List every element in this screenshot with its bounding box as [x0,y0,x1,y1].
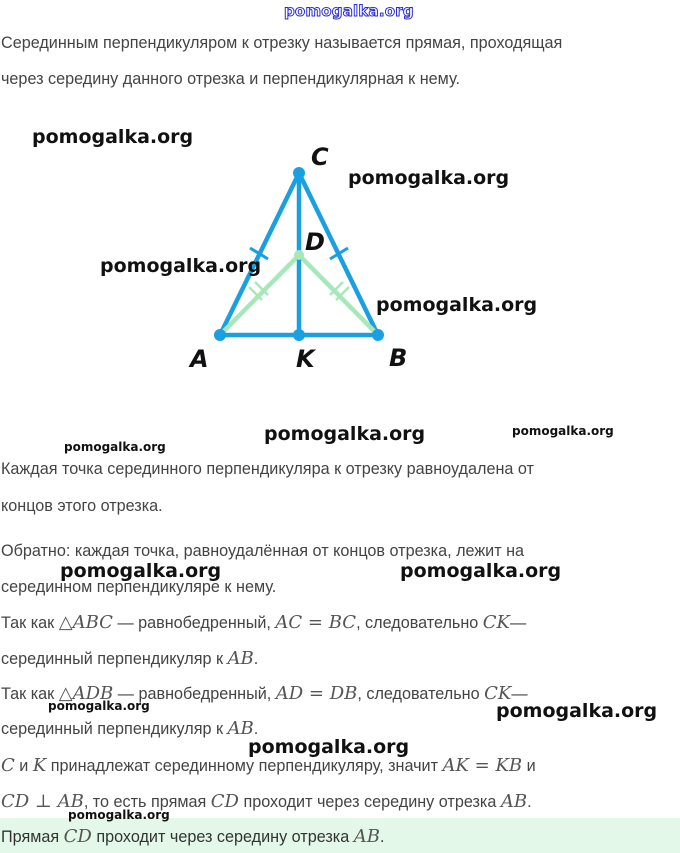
watermark: pomogalka.org [400,560,562,582]
proof-ck-line-2: CD ⊥ AB, то есть прямая CD проходит через середину отрезка AB. [1,791,532,812]
proof-adb-line-1: Так как △ADB — равнобедренный, AD = DB, следовательно CK— [1,683,528,704]
watermark: pomogalka.org [32,126,194,148]
watermark: pomogalka.org [512,424,614,438]
proof-adb-line-2: серединный перпендикуляр к AB. [1,718,259,739]
watermark: pomogalka.org [264,423,426,445]
conclusion-line: Прямая CD проходит через середину отрезка AB. [1,826,385,847]
proof-abc-line-2: серединный перпендикуляр к AB. [1,648,259,669]
proof-ck-line-1: C и K принадлежат серединному перпендикуляру, значит AK = KB и [1,755,536,776]
proof-abc-line-1: Так как △ABC — равнобедренный, AC = BC, следовательно CK— [1,612,527,633]
watermark: pomogalka.org [68,808,170,822]
watermark: pomogalka.org [348,167,510,189]
definition-line-1: Серединным перпендикуляром к отрезку называется прямая, проходящая [1,34,563,52]
label-k: K [296,345,315,373]
point-a [214,329,226,341]
perpendicular-bisector-figure [0,0,680,420]
segment-bd [299,255,378,335]
watermark: pomogalka.org [496,700,658,722]
point-k [293,329,305,341]
property-line-1: Каждая точка серединного перпендикуляра к отрезку равноудалена от [1,460,534,478]
watermark: pomogalka.org [64,440,166,454]
converse-line-1: Обратно: каждая точка, равноудалённая от концов отрезка, лежит на [1,542,525,560]
watermark: pomogalka.org [248,736,410,758]
watermark: pomogalka.org [60,560,222,582]
definition-line-2: через середину данного отрезка и перпендикулярная к нему. [1,70,460,88]
point-c [293,167,305,179]
property-line-2: концов этого отрезка. [1,497,163,515]
watermark: pomogalka.org [376,294,538,316]
converse-line-2: серединном перпендикуляре к нему. [1,578,277,596]
point-b [372,329,384,341]
point-d [294,250,304,260]
label-b: B [389,344,408,372]
watermark: pomogalka.org [48,699,150,713]
label-c: C [311,143,329,171]
label-d: D [305,228,325,256]
watermark-top: pomogalka.org [284,2,414,20]
label-a: A [190,345,209,373]
watermark: pomogalka.org [100,255,262,277]
